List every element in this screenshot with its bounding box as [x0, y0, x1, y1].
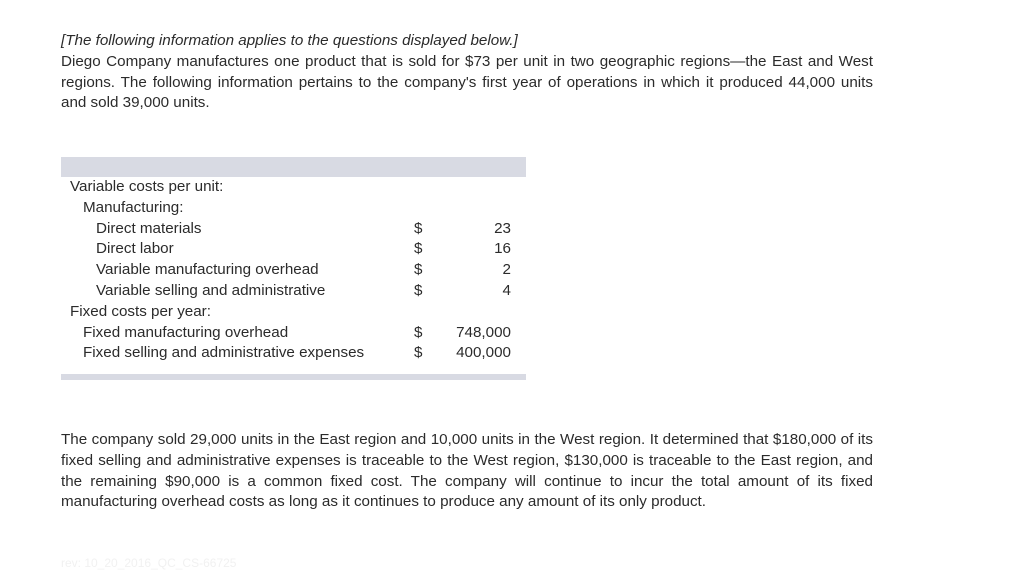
table-row	[61, 260, 526, 281]
row-currency: $	[414, 219, 423, 237]
intro-note: [The following information applies to the questions displayed below.]	[61, 32, 518, 49]
cost-table	[61, 157, 526, 380]
tail-section	[61, 430, 873, 513]
fixed-costs-heading: Fixed costs per year:	[70, 302, 211, 320]
row-label: Fixed selling and administrative expenses	[83, 344, 365, 362]
row-label: Fixed manufacturing overhead	[83, 323, 289, 341]
table-row	[61, 343, 526, 364]
table-row	[61, 198, 526, 219]
row-currency: $	[414, 323, 423, 341]
table-row	[61, 281, 526, 302]
table-body	[61, 177, 526, 364]
row-label: Variable selling and administrative	[96, 281, 326, 299]
table-row	[61, 219, 526, 240]
row-value: 16	[494, 240, 511, 258]
manufacturing-heading: Manufacturing:	[83, 198, 184, 216]
row-value: 748,000	[456, 323, 511, 341]
row-currency: $	[414, 281, 423, 299]
row-label: Variable manufacturing overhead	[96, 261, 319, 279]
tail-paragraph: The company sold 29,000 units in the East region and 10,000 units in the West region. It determined that $180,000 of its fixed selling and administrative expenses is traceable to the West region, $130,000 is traceable to the East region, and the remaining $90,000 is a common fixed cost. The company will continue to incur the total amount of its fixed manufacturing overhead costs as long as it continues to produce any amount of its only product.	[61, 431, 873, 511]
row-value: 23	[494, 219, 511, 237]
row-currency: $	[414, 240, 423, 258]
intro-paragraph: Diego Company manufactures one product that is sold for $73 per unit in two geographic regions—the East and West regions. The following information pertains to the company's first year of operations in which it produced 44,000 units and sold 39,000 units.	[61, 52, 873, 112]
variable-costs-heading: Variable costs per unit:	[70, 178, 224, 195]
table-row	[61, 177, 526, 198]
intro-section	[61, 31, 873, 114]
row-currency: $	[414, 261, 423, 279]
row-currency: $	[414, 344, 423, 362]
row-value: 4	[502, 281, 511, 299]
row-label: Direct labor	[96, 240, 174, 258]
table-row	[61, 323, 526, 344]
table-header-bar	[61, 157, 526, 177]
table-row	[61, 302, 526, 323]
row-label: Direct materials	[96, 219, 202, 237]
table-footer-bar	[61, 374, 526, 380]
revision-stamp: rev: 10_20_2016_QC_CS-66725	[61, 556, 237, 570]
row-value: 400,000	[456, 344, 511, 362]
row-value: 2	[502, 261, 511, 279]
table-row	[61, 239, 526, 260]
